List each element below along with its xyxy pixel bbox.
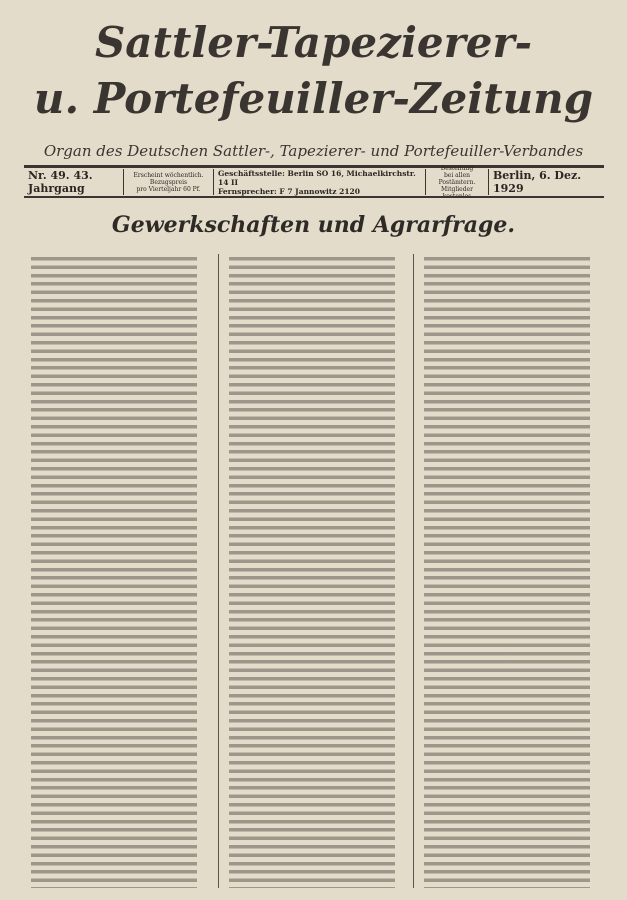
article-headline: Gewerkschaften und Agrarfrage. [111,212,516,238]
issue-info-bar [24,164,604,196]
order-info [426,164,489,195]
article-column-2 [229,254,395,888]
masthead-title-line1: Sattler-Tapezierer- [94,18,533,67]
issue-number: Nr. 49. 43. Jahrgang [24,169,124,195]
office-info [214,169,426,195]
article-column-1 [31,254,197,888]
order-line2: bei allen Postämtern. [438,171,476,186]
masthead-title-line2: u. Portefeuiller-Zeitung [33,74,594,123]
publication-line2: Bezugspreis [149,178,188,186]
publication-line1: Erscheint wöchentlich. [133,171,204,179]
column-divider-2 [413,254,414,888]
issue-date: Berlin, 6. Dez. 1929 [493,169,582,195]
office-address: Geschäftsstelle: Berlin SO 16, Michaelkirchstr. 14 II [218,168,416,187]
masthead-rule-bottom [24,196,604,198]
order-line1: Bestellung [440,164,474,172]
publication-line3: pro Vierteljahr 60 Pf. [136,185,201,193]
publication-info [124,169,214,195]
masthead-subtitle: Organ des Deutschen Sattler-, Tapezierer- und Portefeuiller-Verbandes [43,142,584,160]
column-divider-1 [218,254,219,888]
article-column-3 [424,254,590,888]
order-line3: Mitglieder [441,185,473,193]
office-phone: Fernsprecher: F 7 Jannowitz 2120 [218,186,360,196]
